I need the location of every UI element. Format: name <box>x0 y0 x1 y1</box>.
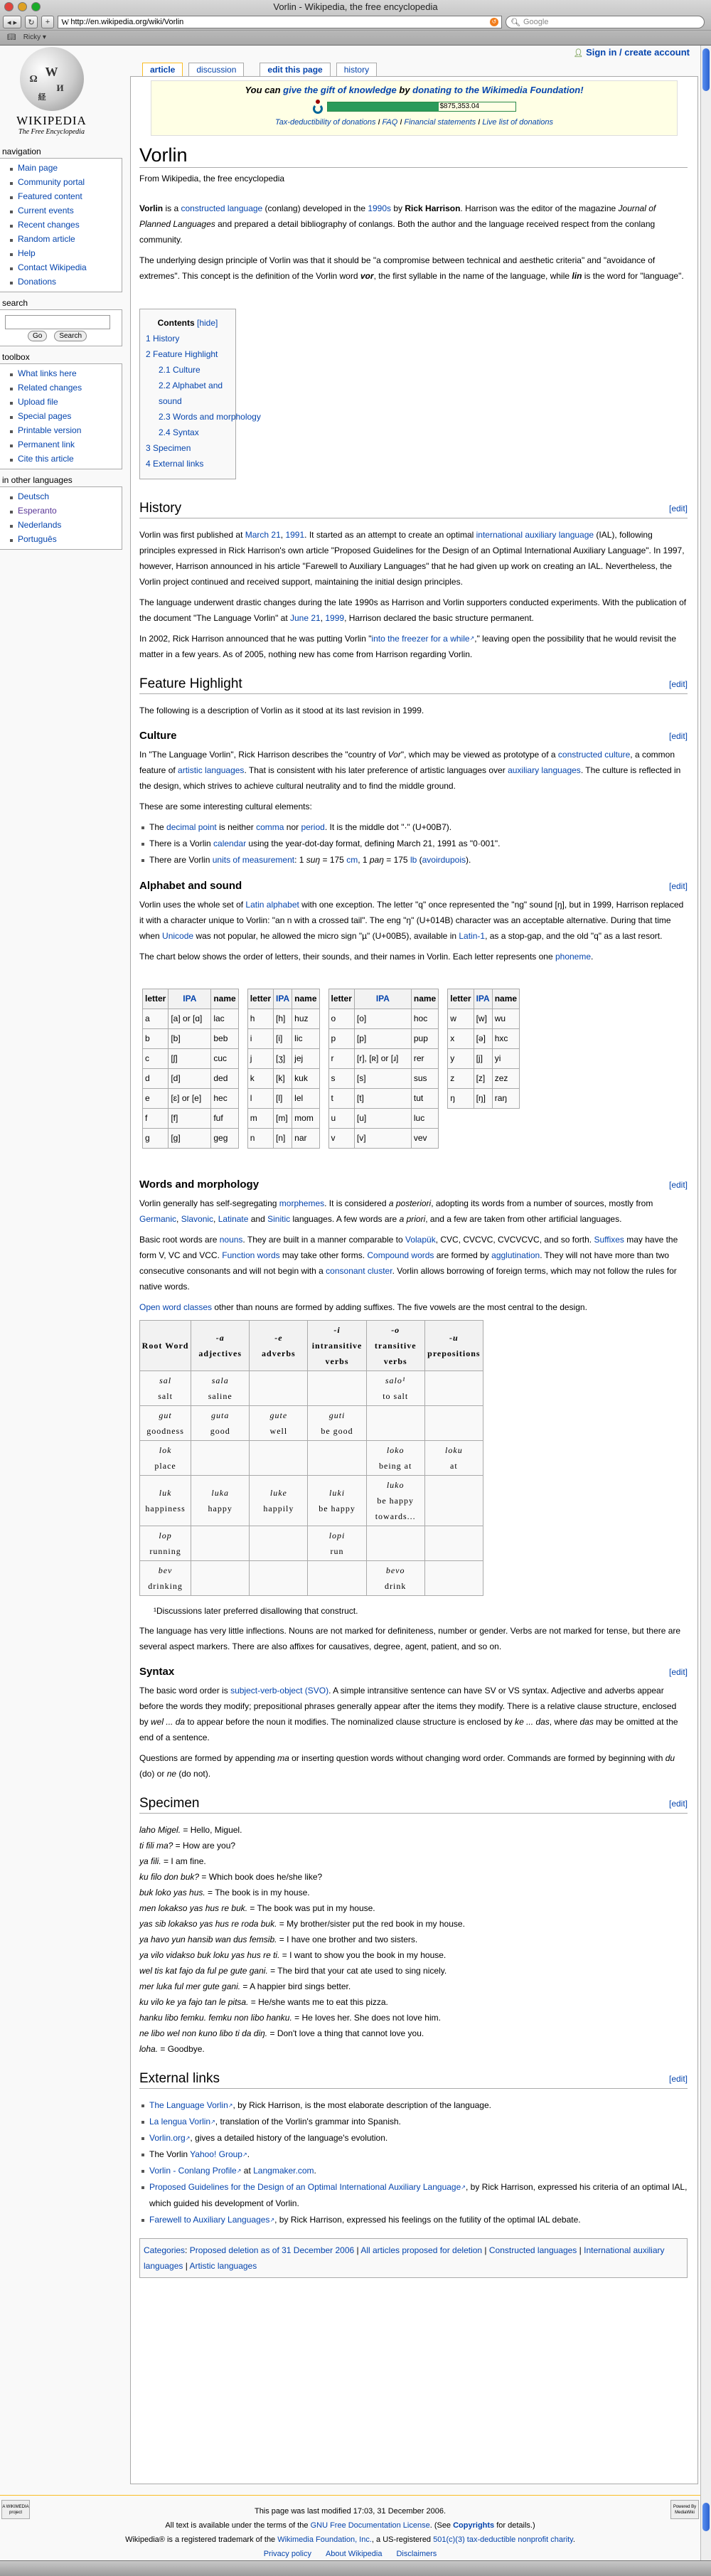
footer <box>0 2495 700 2560</box>
toolbox-cite-this-article[interactable]: Cite this article <box>18 452 122 466</box>
categories-label-link[interactable]: Categories <box>144 2245 186 2255</box>
languages-portlet <box>0 486 122 550</box>
501c3-link[interactable]: 501(c)(3) <box>433 2535 465 2544</box>
privacy-policy-link[interactable]: Privacy policy <box>263 2550 311 2558</box>
zoom-window-button[interactable] <box>31 2 41 11</box>
donate-link[interactable]: donating to the Wikimedia Foundation! <box>412 85 584 95</box>
link-unicode[interactable]: Unicode <box>162 931 194 941</box>
faq-link[interactable]: FAQ <box>382 118 398 127</box>
bookmark-folder-ricky[interactable]: Ricky ▾ <box>23 33 46 41</box>
list-item: loha. = Goodbye. <box>139 2044 205 2054</box>
reload-button[interactable]: ↻ <box>25 16 38 28</box>
category-proposed-deletion[interactable]: Proposed deletion as of 31 December 2006 <box>189 2245 355 2255</box>
list-item: yas sib lokakso yas hus re roda buk. = My brother/sister put the red book in my house. <box>139 1919 465 1929</box>
toolbox-permanent-link[interactable]: Permanent link <box>18 437 122 452</box>
table-row: luk happiness luka happy luke happily luki be happy luko be happy towards... <box>140 1476 483 1526</box>
list-item: ya vilo vidakso buk loku yas hus re ti. = I want to show you the book in my house. <box>139 1950 447 1960</box>
toc-item-specimen[interactable]: 3 Specimen <box>146 443 191 453</box>
window-bottom-bar <box>0 2560 711 2576</box>
edit-culture-link[interactable]: [edit] <box>668 731 688 741</box>
link-avoirdupois[interactable]: avoirdupois <box>422 855 466 865</box>
list-item: La lengua Vorlin ↗ , translation of the Vorlin's grammar into Spanish. <box>149 2114 688 2130</box>
toc-item-feature-highlight[interactable]: 2 Feature Highlight <box>146 349 218 359</box>
article-body: Vorlin From Wikipedia, the free encyclopedia Vorlin is a constructed language (conlang) developed in the 1990s by Rick Harrison. Harrison was the editor of the magazine Journal of Planned Languages and prepared a detail bibliography of conlangs. Both the author and the language received respect from the conlang community. The underlying design principle of Vorlin was that it should be "a compromise between technical and aesthetic criteria" and "avoidance of extremes". This concept is the definition of the Vorlin word vor, the first syllable in the name of the language, while lin is the word for "language". Contents [hide] 1 History 2 Feature Highlight 2.1 Culture 2.2 Alphabet and sound 2.3 Words and morphology 2.4 Syntax 3 Specimen 4 External links History [edit] Vorlin was first published at March 21, 1991. It started as an attempt to create an optimal international auxiliary language (IAL), following principles expressed in Rick Harrison's own article "Proposed Guidelines for the Design of an Optimal International Auxiliary Language". In 1997, however, Harrison announced in his article "Farewell to Auxiliary Languages" that he had given up work on creating an IAL. Nevertheless, the Vorlin project continued and received support, maintaining the initial design principles. The language underwent drastic changes during the late 1990s as Harrison and Vorlin supporters conducted experiments. With the publication of the document "The Language Vorlin" at June 21, 1999, Harrison declared the basic structure permanent. In 2002, Rick Harrison announced that he was putting Vorlin "into the freezer for a while ↗ ," leaving open the possibility that he would revisit the matter in a few years. As of 2005, nothing new has come from Harrison regarding Vorlin. Feature Highlight [edit] The following is a description of Vorlin as it stood at its last revision in 1999. Culture [edit] In "The Language Vorlin", Rick Harrison describes the "country of Vor", which may be viewed as prototype of a constructed culture, a common feature of artistic languages. That is consistent with his later preference of artistic languages over auxiliary languages. The culture is reflected in the design, which strives to achieve cultural neutrality and to find the middle ground. These are some interesting cultural elements: The decimal point is neither comma nor period. It is the middle dot "·" (U+00B7). There is a Vorlin calendar using the year-dot-day format, defining March 21, 1991 as "0·001". There are Vorlin units of measurement: 1 suŋ = 175 cm, 1 paŋ = 175 lb (avoirdupois). Alphabet and sound [edit] Vorlin uses the whole set of Latin alphabet with one exception. The letter "q" once represented the "ng" sound [ŋ], but in 1999, Harrison replaced it with a character unique to Vorlin: "an n with a crossed tail". The eng "ŋ" (U+014B) character was an acceptable alternative. During that time when Unicode was not popular, he allowed the micro sign "µ" (U+00B5), available in Latin-1, as a stop-gap, and the old "q" as a last resort. The chart below shows the order of letters, their sounds, and their names in Vorlin. Each letter represents one phoneme. letter IPA name a [a] or [ɑ] lac b [b] beb c [ʃ] cuc d [d] ded e [ɛ] or [e] hec f [f] fuf g [g] geg letter IPA name h [h] huz i [i] lic j [ʒ] jej k [k] kuk l [l] lel m [m] mom n [n] nar letter IPA name o [o] hoc p [p] pup r [r], [ʀ] or [ɹ] rer s [s] sus t [t] tut u [u] luc v [v] vev letter IPA name w [w] wu x [ə] hxc y [j] yi z [z] zez ŋ [ŋ] raŋ Words and morphology [edit] Vorlin generally has self-segregating morphemes. It is considered a posteriori, adopting its words from a number of sources, mostly from Germanic, Slavonic, Latinate and Sinitic languages. A few words are a priori, and a few are taken from other artificial languages. Basic root words are nouns. They are built in a manner comparable to Volapük, CVC, CVCVC, CVCVCVC, and so forth. Suffixes may have the form V, VC and VCC. Function words may take other forms. Compound words are formed by agglutination. They will not have more than two consecutive consonants and will not begin with a consonant cluster. Vorlin allows borrowing of foreign terms, which may not follow the rules for native words. Open word classes other than nouns are formed by adding suffixes. The five vowels are the most central to the design. Root Word -a adjectives -e adverbs -i intransitive verbs -o transitive verbs -u prepositions sal salt sala saline salo¹ to salt gut goodness guta good gute well guti be good lok place loko being at loku at luk happiness luka happy luke happily luki be happy luko be happy towards... lop running lopi run bev drinking bevo drink ¹Discussions later preferred disallowing that construct. The language has very little inflections. Nouns are not marked for definiteness, number or gender. Verbs are not marked for tense, but there are several aspect markers. There are also affixes for causatives, degree, agent, patient, and so on. Syntax [edit] The basic word order is subject-verb-object (SVO). A simple intransitive sentence can have SV or VS syntax. Adjective and adverbs appear before the words they modify; prepositional phrases generally appear after the items they modify. There is a relative clause structure, enclosed by wel ... da to appear before the noun it modifies. The nominalized clause structure is enclosed by ke ... das, where das may be omitted at the end of a sentence. Questions are formed by appending ma or inserting question words without changing word order. Commands are formed by beginning with du (do) or ne (do not). Specimen [edit] laho Migel. = Hello, Miguel. ti fili ma? = How are you? ya fili. = I am fine. ku filo don buk? = Which book does he/she like? buk loko yas hus. = The book is in my house. men lokakso yas hus re buk. = The book was put in my house. yas sib lokakso yas hus re roda buk. = My brother/sister put the red book in my house. ya havo yun hansib wan dus femsib. = I have one brother and two sisters. ya vilo vidakso buk loku yas hus re ti. = I want to show you the book in my house. wel tis kat fajo da ful pe gute gani. = The bird that your cat ate used to sing nicely. mer luka ful mer gute gani. = A happier bird sings better. ku vilo ke ya fajo tan le pitsa. = He/she wants me to eat this pizza. hanku libo femku. femku non libo hanku. = He loves her. She does not love him. ne libo wel non kuno libo ti da diŋ. = Don't love a thing that cannot love you. loha. = Goodbye. External links [edit] The Language Vorlin ↗ , by Rick Harrison, is the most elaborate description of the language. La lengua Vorlin ↗ , translation of the Vorlin's grammar into Spanish. Vorlin.org ↗ , gives a detailed history of the language's evolution. The Vorlin Yahoo! Group ↗ . Vorlin - Conlang Profile ↗ at Langmaker.com. Proposed Guidelines for the Design of an Optimal International Auxiliary Language ↗ , by Rick Harrison, expressed his criteria of an optimal IAL, which guided his development of Vorlin. Farewell to Auxiliary Languages ↗ , by Rick Harrison, expressed his feelings on the futility of the optimal IAL debate. Categories: Proposed deletion as of 31 December 2006 | All articles proposed for deletion | Constructed languages | International auxiliary languages | Artistic languages <box>131 143 697 2278</box>
link-calendar[interactable]: calendar <box>213 839 247 848</box>
lang-portugues[interactable]: Português <box>18 532 122 546</box>
link-ial[interactable]: international auxiliary language <box>476 530 594 540</box>
sidebar-item-donations[interactable]: Donations <box>18 275 122 289</box>
languages-portlet-title: in other languages <box>2 475 73 485</box>
edit-feature-link[interactable]: [edit] <box>668 679 688 689</box>
link-svo[interactable]: subject-verb-object (SVO) <box>230 1686 329 1696</box>
category-all-proposed[interactable]: All articles proposed for deletion <box>360 2245 483 2255</box>
list-item: ku filo don buk? = Which book does he/she like? <box>139 1872 323 1882</box>
toolbox-related-changes[interactable]: Related changes <box>18 380 122 395</box>
toc-item-alphabet[interactable]: 2.2 Alphabet and sound <box>159 380 223 406</box>
gfdl-link[interactable]: GNU Free Documentation License <box>310 2521 430 2530</box>
tab-edit-this-page[interactable]: edit this page <box>260 63 330 77</box>
tab-history[interactable]: history <box>336 63 377 77</box>
url-text: http://en.wikipedia.org/wiki/Vorlin <box>70 18 184 26</box>
live-donations-link[interactable]: Live list of donations <box>482 118 553 127</box>
ipa-header-link[interactable]: IPA <box>169 989 211 1009</box>
ext-link-farewell[interactable]: Farewell to Auxiliary Languages ↗ <box>149 2215 274 2225</box>
content-box <box>130 76 698 2484</box>
toc-item-external-links[interactable]: 4 External links <box>146 459 204 469</box>
list-item: Vorlin - Conlang Profile ↗ at Langmaker.com. <box>149 2163 688 2179</box>
alphabet-table-2: letter IPA name h [h] huz i [i] lic j [ʒ] jej k [k] kuk l [l] lel m [m] mom n [n] nar <box>247 989 320 1149</box>
search-field[interactable] <box>506 16 705 28</box>
toc-item-history[interactable]: 1 History <box>146 334 180 344</box>
bookmarks-bar <box>0 30 711 44</box>
section-syntax-heading: Syntax [edit] <box>139 1664 688 1680</box>
toolbox-special-pages[interactable]: Special pages <box>18 409 122 423</box>
license-text: All text is available under the terms of the GNU Free Documentation License. (See Copyrights for details.) <box>165 2521 535 2530</box>
wikimedia-logo-icon <box>313 100 323 114</box>
about-wikipedia-link[interactable]: About Wikipedia <box>325 2550 383 2558</box>
link-volapuk[interactable]: Volapük <box>405 1235 436 1245</box>
edit-alphabet-link[interactable]: [edit] <box>668 881 688 891</box>
charity-link[interactable]: charity <box>550 2535 573 2544</box>
list-item: The Language Vorlin ↗ , by Rick Harrison, is the most elaborate description of the language. <box>149 2097 688 2114</box>
list-item: Farewell to Auxiliary Languages ↗ , by Rick Harrison, expressed his feelings on the futility of the optimal IAL debate. <box>149 2212 688 2228</box>
sidebar-item-featured-content[interactable]: Featured content <box>18 189 122 203</box>
fundraising-progress-bar <box>327 102 516 112</box>
financial-statements-link[interactable]: Financial statements <box>404 118 476 127</box>
list-item: wel tis kat fajo da ful pe gute gani. = The bird that your cat ate used to sing nicely. <box>139 1966 447 1976</box>
puzzle-globe-icon: W Ω И 経 <box>20 47 84 111</box>
ext-link-la-lengua-vorlin[interactable]: La lengua Vorlin ↗ <box>149 2117 215 2127</box>
link-artistic-languages[interactable]: artistic languages <box>178 765 245 775</box>
search-button[interactable]: Search <box>54 331 87 341</box>
ipa-header-link[interactable]: IPA <box>274 989 292 1009</box>
list-item: ne libo wel non kuno libo ti da diŋ. = Don't love a thing that cannot love you. <box>139 2028 424 2038</box>
wikimedia-foundation-link[interactable]: Wikimedia Foundation, Inc. <box>277 2535 372 2544</box>
sidebar-item-community-portal[interactable]: Community portal <box>18 175 122 189</box>
search-portlet <box>0 309 122 346</box>
logo-tagline: The Free Encyclopedia <box>18 128 85 136</box>
link-march-21[interactable]: March 21 <box>245 530 281 540</box>
ipa-header-link[interactable]: IPA <box>474 989 492 1009</box>
logo-wordmark: WIKIPEDIA <box>16 114 87 127</box>
sidebar <box>0 145 122 550</box>
powered-by-mediawiki-badge[interactable]: Powered By MediaWiki <box>670 2500 699 2519</box>
link-sinitic[interactable]: Sinitic <box>267 1214 291 1224</box>
nav-portlet <box>0 158 122 292</box>
lang-deutsch[interactable]: Deutsch <box>18 489 122 504</box>
toolbox-printable-version[interactable]: Printable version <box>18 423 122 437</box>
alphabet-table-1: letter IPA name a [a] or [ɑ] lac b [b] beb c [ʃ] cuc d [d] ded e [ɛ] or [e] hec f [f] fuf g [g] geg <box>142 989 239 1149</box>
link-constructed-culture[interactable]: constructed culture <box>557 750 631 760</box>
sidebar-item-contact-wikipedia[interactable]: Contact Wikipedia <box>18 260 122 275</box>
bookmarks-book-icon[interactable]: 📖︎ <box>7 33 16 41</box>
wikipedia-logo[interactable] <box>7 47 96 143</box>
category-ial[interactable]: International auxiliary languages <box>144 2245 665 2271</box>
category-artistic-languages[interactable]: Artistic languages <box>189 2261 257 2271</box>
edit-specimen-link[interactable]: [edit] <box>668 1799 688 1809</box>
table-row: lok place loko being at loku at <box>140 1441 483 1476</box>
link-latin-1[interactable]: Latin-1 <box>459 931 486 941</box>
vertical-scrollbar[interactable] <box>700 46 711 2560</box>
address-bar[interactable] <box>58 16 502 28</box>
close-window-button[interactable] <box>4 2 14 11</box>
toc-item-words[interactable]: 2.3 Words and morphology <box>159 412 261 422</box>
list-item: The Vorlin Yahoo! Group ↗ . <box>149 2146 688 2163</box>
edit-external-link[interactable]: [edit] <box>668 2074 688 2084</box>
link-into-the-freezer[interactable]: into the freezer for a while ↗ <box>371 634 474 644</box>
scrollbar-thumb-top[interactable] <box>702 48 710 91</box>
ext-link-proposed-guidelines[interactable]: Proposed Guidelines for the Design of an Optimal International Auxiliary Language ↗ <box>149 2182 466 2192</box>
snapback-icon[interactable]: ↺ <box>490 18 498 26</box>
alphabet-tables <box>142 989 688 1149</box>
table-row: bev drinking bevo drink <box>140 1561 483 1596</box>
lang-esperanto[interactable]: Esperanto <box>18 504 122 518</box>
ext-link-language-vorlin[interactable]: The Language Vorlin ↗ <box>149 2100 232 2110</box>
link-open-word-classes[interactable]: Open word classes <box>139 1302 213 1312</box>
search-icon: 🔍︎ <box>510 18 520 27</box>
link-nouns[interactable]: nouns <box>219 1235 243 1245</box>
disclaimers-link[interactable]: Disclaimers <box>396 2550 437 2558</box>
category-constructed-languages[interactable]: Constructed languages <box>488 2245 577 2255</box>
list-item: mer luka ful mer gute gani. = A happier bird sings better. <box>139 1981 351 1991</box>
list-item: men lokakso yas hus re buk. = The book was put in my house. <box>139 1903 375 1913</box>
culture-list: The decimal point is neither comma nor period. It is the middle dot "·" (U+00B7). There is a Vorlin calendar using the year-dot-day format, defining March 21, 1991 as "0·001". There are Vorlin units of measurement: 1 suŋ = 175 cm, 1 paŋ = 175 lb (avoirdupois). <box>149 819 688 868</box>
edit-syntax-link[interactable]: [edit] <box>668 1667 688 1677</box>
window-title: Vorlin - Wikipedia, the free encyclopedia <box>273 1 438 12</box>
link-langmaker[interactable]: Langmaker.com <box>253 2166 314 2176</box>
link-units-of-measurement[interactable]: units of measurement <box>212 855 295 865</box>
sidebar-item-recent-changes[interactable]: Recent changes <box>18 218 122 232</box>
table-row: gut goodness guta good gute well guti be good <box>140 1406 483 1441</box>
list-item: Proposed Guidelines for the Design of an Optimal International Auxiliary Language ↗ , by Rick Harrison, expressed his criteria of an optimal IAL, which guided his development of Vorlin. <box>149 2179 688 2212</box>
nonprofit-link[interactable]: nonprofit <box>518 2535 549 2544</box>
add-bookmark-button[interactable]: + <box>41 16 54 28</box>
toolbox-what-links-here[interactable]: What links here <box>18 366 122 380</box>
link-1991[interactable]: 1991 <box>285 530 305 540</box>
sidebar-item-current-events[interactable]: Current events <box>18 203 122 218</box>
morphology-table: Root Word -a adjectives -e adverbs -i intransitive verbs -o transitive verbs -u prepositions sal salt sala saline salo¹ to salt gut goodness guta good gute well guti be good lok place loko being at loku at luk happiness luka happy luke happily luki be happy luko be happy towards... lop running lopi run bev drinking bevo drink <box>139 1320 483 1596</box>
edit-history-link[interactable]: [edit] <box>668 504 688 513</box>
intro-paragraph-1: Vorlin is a constructed language (conlang) developed in the 1990s by Rick Harrison. Harrison was the editor of the magazine Journal of Planned Languages and prepared a detail bibliography of conlangs. Both the author and the language received respect from the conlang community. <box>139 203 656 245</box>
tab-article[interactable]: article <box>142 63 183 77</box>
table-row: sal salt sala saline salo¹ to salt <box>140 1371 483 1406</box>
section-history-heading: History [edit] <box>139 499 688 518</box>
minimize-window-button[interactable] <box>18 2 27 11</box>
sidebar-item-main-page[interactable]: Main page <box>18 161 122 175</box>
link-decimal-point[interactable]: decimal point <box>166 822 217 832</box>
tax-deductible-link[interactable]: tax-deductible <box>466 2535 516 2544</box>
list-item: ti fili ma? = How are you? <box>139 1841 236 1851</box>
ext-link-conlang-profile[interactable]: Vorlin - Conlang Profile ↗ <box>149 2166 241 2176</box>
edit-words-link[interactable]: [edit] <box>668 1180 688 1190</box>
toolbox-portlet-title: toolbox <box>2 352 30 362</box>
go-button[interactable]: Go <box>28 331 47 341</box>
search-placeholder: Google <box>523 18 549 26</box>
signin-link[interactable]: 👤︎ Sign in / create account <box>573 47 690 58</box>
fundraising-amount: $875,353.04 <box>439 102 480 110</box>
toc-item-culture[interactable]: 2.1 Culture <box>159 365 201 375</box>
list-item: laho Migel. = Hello, Miguel. <box>139 1825 242 1835</box>
site-notice: You can give the gift of knowledge by donating to the Wikimedia Foundation! $875,353.04 Tax-deductibility of donations I FAQ I Financial statements I Live list of donations <box>151 80 678 136</box>
section-feature-heading: Feature Highlight [edit] <box>139 675 688 694</box>
external-links-list <box>149 2097 688 2228</box>
tab-discussion[interactable]: discussion <box>188 63 244 77</box>
specimen-list <box>139 1822 688 2057</box>
toolbox-upload-file[interactable]: Upload file <box>18 395 122 409</box>
alphabet-table-3: letter IPA name o [o] hoc p [p] pup r [r], [ʀ] or [ɹ] rer s [s] sus t [t] tut u [u] luc v [v] vev <box>328 989 439 1149</box>
link-consonant-cluster[interactable]: consonant cluster <box>326 1266 392 1276</box>
link-constructed-language[interactable]: constructed language <box>181 203 263 213</box>
category-links: Categories: Proposed deletion as of 31 December 2006 | All articles proposed for deletion | Constructed languages | International auxiliary languages | Artistic languages <box>139 2238 688 2278</box>
link-latin-alphabet[interactable]: Latin alphabet <box>245 900 299 910</box>
last-modified: This page was last modified 17:03, 31 December 2006. <box>254 2507 447 2516</box>
page-viewport <box>0 46 700 2560</box>
section-words-heading: Words and morphology [edit] <box>139 1177 688 1193</box>
toc-item-syntax[interactable]: 2.4 Syntax <box>159 427 199 437</box>
list-item: Vorlin.org ↗ , gives a detailed history of the language's evolution. <box>149 2130 688 2146</box>
title-bar <box>0 0 711 14</box>
link-function-words[interactable]: Function words <box>222 1250 280 1260</box>
window-controls <box>4 2 41 11</box>
link-germanic[interactable]: Germanic <box>139 1214 177 1224</box>
link-lb[interactable]: lb <box>410 855 417 865</box>
link-june-21[interactable]: June 21 <box>290 613 321 623</box>
site-favicon-icon: W <box>61 16 70 27</box>
link-1999[interactable]: 1999 <box>325 613 345 623</box>
link-suffixes[interactable]: Suffixes <box>594 1235 624 1245</box>
link-phoneme[interactable]: phoneme <box>555 952 592 962</box>
table-of-contents: Contents [hide] 1 History 2 Feature Highlight 2.1 Culture 2.2 Alphabet and sound 2.3 Words and morphology 2.4 Syntax 3 Specimen 4 External links <box>139 309 236 479</box>
link-latinate[interactable]: Latinate <box>218 1214 249 1224</box>
section-culture-heading: Culture [edit] <box>139 728 688 744</box>
sidebar-item-help[interactable]: Help <box>18 246 122 260</box>
link-1990s[interactable]: 1990s <box>368 203 392 213</box>
ext-link-vorlin-org[interactable]: Vorlin.org ↗ <box>149 2133 190 2143</box>
alphabet-table-4: letter IPA name w [w] wu x [ə] hxc y [j] yi z [z] zez ŋ [ŋ] raŋ <box>447 989 520 1109</box>
list-item: buk loko yas hus. = The book is in my house. <box>139 1888 310 1898</box>
ext-link-yahoo-group[interactable]: Yahoo! Group ↗ <box>190 2149 247 2159</box>
page-title: Vorlin <box>139 143 688 168</box>
browser-chrome <box>0 0 711 46</box>
link-slavonic[interactable]: Slavonic <box>181 1214 214 1224</box>
link-period[interactable]: period <box>301 822 325 832</box>
search-portlet-title: search <box>2 298 28 308</box>
link-agglutination[interactable]: agglutination <box>491 1250 540 1260</box>
copyrights-link[interactable]: Copyrights <box>453 2521 495 2530</box>
back-forward-button[interactable]: ◂ ▸ <box>3 16 21 28</box>
link-morphemes[interactable]: morphemes <box>279 1198 325 1208</box>
link-compound-words[interactable]: Compound words <box>367 1250 434 1260</box>
list-item: ya havo yun hansib wan dus femsib. = I have one brother and two sisters. <box>139 1934 418 1944</box>
tax-deductibility-link[interactable]: Tax-deductibility of donations <box>274 118 376 127</box>
section-alphabet-heading: Alphabet and sound [edit] <box>139 878 688 894</box>
trademark-text: Wikipedia® is a registered trademark of the Wikimedia Foundation, Inc., a US-registered 501(c)(3) tax-deductible nonprofit charity. <box>125 2535 575 2544</box>
table-row: lop running lopi run <box>140 1526 483 1561</box>
toolbox-portlet <box>0 363 122 469</box>
link-auxiliary-languages[interactable]: auxiliary languages <box>508 765 581 775</box>
link-cm[interactable]: cm <box>346 855 358 865</box>
sidebar-item-random-article[interactable]: Random article <box>18 232 122 246</box>
scrollbar-thumb[interactable] <box>702 2503 710 2531</box>
user-icon: 👤︎ <box>573 49 584 58</box>
toc-hide-toggle[interactable]: [hide] <box>196 318 218 328</box>
list-item: hanku libo femku. femku non libo hanku. = He loves her. She does not love him. <box>139 2013 441 2023</box>
site-subtitle: From Wikipedia, the free encyclopedia <box>139 174 285 183</box>
link-comma[interactable]: comma <box>256 822 284 832</box>
list-item: ya fili. = I am fine. <box>139 1856 206 1866</box>
section-external-links-heading: External links [edit] <box>139 2070 688 2089</box>
footnote: ¹Discussions later preferred disallowing that construct. <box>154 1606 358 1616</box>
page-tabs <box>142 63 377 77</box>
wikimedia-project-badge[interactable]: A WIKIMEDIA project <box>1 2500 30 2519</box>
list-item: ku vilo ke ya fajo tan le pitsa. = He/she wants me to eat this pizza. <box>139 1997 388 2007</box>
browser-toolbar <box>0 14 711 30</box>
lang-nederlands[interactable]: Nederlands <box>18 518 122 532</box>
gift-of-knowledge-link[interactable]: give the gift of knowledge <box>283 85 397 95</box>
nav-portlet-title: navigation <box>2 147 41 156</box>
ipa-header-link[interactable]: IPA <box>354 989 411 1009</box>
sidebar-search-input[interactable] <box>5 315 110 329</box>
section-specimen-heading: Specimen [edit] <box>139 1794 688 1814</box>
intro-paragraph-2: The underlying design principle of Vorlin was that it should be "a compromise between technical and aesthetic criteria" and "avoidance of extremes". This concept is the definition of the Vorlin word vor, the first syllable in the name of the language, while lin is the word for "language". <box>139 255 684 281</box>
